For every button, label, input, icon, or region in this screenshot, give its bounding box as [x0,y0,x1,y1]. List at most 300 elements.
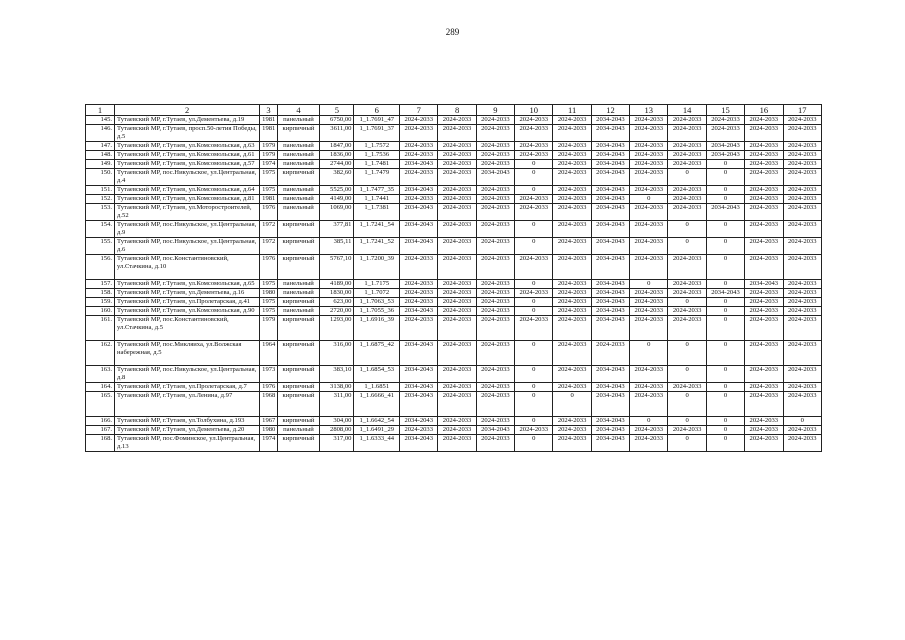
table-cell: 2024-2033 [783,435,822,452]
table-cell: 1967 [260,417,278,426]
table-cell: 2024-2033 [476,298,514,307]
table-cell: 2024-2033 [745,417,783,426]
table-cell: Тутаевский МР, пос.Никульское, ул.Центральная, д.8 [115,366,260,383]
table-cell: 1968 [260,392,278,417]
table-cell: 2024-2033 [400,280,438,289]
table-cell: 1981 [260,195,278,204]
table-cell: 0 [515,341,553,366]
table-cell: 2024-2033 [783,238,822,255]
table-cell: 0 [706,238,744,255]
table-cell: 2034-2043 [400,435,438,452]
table-cell: 2024-2033 [400,195,438,204]
table-cell: 2024-2033 [438,316,476,341]
table-row [86,125,822,142]
table-cell: 2024-2033 [630,435,668,452]
table-cell: 0 [706,298,744,307]
table-cell: 2024-2033 [668,160,706,169]
column-header: 4 [277,105,320,116]
table-cell: 1975 [260,298,278,307]
table-cell: 0 [630,417,668,426]
table-cell: панельный [277,289,320,298]
table-cell: 0 [515,366,553,383]
table-cell: 2024-2033 [476,238,514,255]
table-cell: 154. [86,221,115,238]
table-cell: 2024-2033 [438,426,476,435]
table-cell: панельный [277,426,320,435]
table-cell: 304,00 [320,417,354,426]
table-cell: кирпичный [277,341,320,366]
table-cell: 2034-2043 [591,204,629,221]
table-cell: 385,11 [320,238,354,255]
table-cell: Тутаевский МР, г.Тутаев, ул.Ленина, д.97 [115,392,260,417]
table-cell: 2024-2033 [553,186,591,195]
column-header: 10 [515,105,553,116]
table-row [86,195,822,204]
table-cell: 2024-2033 [783,116,822,125]
table-cell: 2024-2033 [630,307,668,316]
table-cell: 2024-2033 [476,383,514,392]
table-cell: 2024-2033 [745,195,783,204]
table-cell: 2024-2033 [438,255,476,280]
table-cell: 2024-2033 [745,186,783,195]
table-cell: кирпичный [277,392,320,417]
table-cell: 2024-2033 [630,160,668,169]
table-cell: Тутаевский МР, г.Тутаев, ул.Дементьева, д.16 [115,289,260,298]
table-cell: 2034-2043 [591,417,629,426]
table-cell: Тутаевский МР, пос.Никульское, ул.Центральная, д.9 [115,221,260,238]
table-cell: 0 [515,221,553,238]
table-cell: 2024-2033 [553,160,591,169]
table-cell: 2034-2043 [706,142,744,151]
table-row [86,116,822,125]
table-cell: 2024-2033 [745,169,783,186]
table-cell: 0 [706,417,744,426]
column-header: 3 [260,105,278,116]
table-cell: 2024-2033 [783,392,822,417]
table-cell: 147. [86,142,115,151]
table-cell: 2034-2043 [400,204,438,221]
table-cell: панельный [277,160,320,169]
table-cell: 1972 [260,221,278,238]
table-cell: 146. [86,125,115,142]
table-cell: 2024-2033 [630,383,668,392]
table-cell: 2024-2033 [783,186,822,195]
table-cell: 2024-2033 [400,169,438,186]
page-number: 289 [445,27,460,37]
table-cell: 166. [86,417,115,426]
table-cell: 2024-2033 [668,125,706,142]
table-cell: 2024-2033 [668,142,706,151]
table-cell: 0 [515,298,553,307]
table-cell: 163. [86,366,115,383]
table-cell: 2024-2033 [476,417,514,426]
table-cell: 1975 [260,280,278,289]
table-cell: 2024-2033 [400,142,438,151]
table-cell: 2024-2033 [745,204,783,221]
table-cell: 148. [86,151,115,160]
table-cell: 1_1.6491_29 [354,426,400,435]
table-cell: 2034-2043 [400,366,438,383]
table-cell: 2720,00 [320,307,354,316]
table-cell: 2034-2043 [591,186,629,195]
table-cell: 2024-2033 [438,221,476,238]
table-cell: 311,00 [320,392,354,417]
table-cell: 2024-2033 [438,366,476,383]
table-cell: 168. [86,435,115,452]
table-cell: 1_1.7241_54 [354,221,400,238]
table-cell: Тутаевский МР, пос.Константиновский, ул.Стачкина, д.5 [115,316,260,341]
table-cell: 153. [86,204,115,221]
table-cell: 2034-2043 [591,435,629,452]
table-cell: 0 [706,366,744,383]
column-header: 2 [115,105,260,116]
table-cell: 1974 [260,435,278,452]
table-cell: 1979 [260,151,278,160]
table-cell: 0 [706,316,744,341]
table-cell: 3611,00 [320,125,354,142]
table-cell: 0 [706,435,744,452]
table-row [86,307,822,316]
column-header: 7 [400,105,438,116]
table-row [86,316,822,341]
table-cell: 0 [553,392,591,417]
table-cell: 2024-2033 [783,316,822,341]
table-cell: 4189,00 [320,280,354,289]
table-cell: 2024-2033 [630,204,668,221]
table-cell: 1_1.7055_36 [354,307,400,316]
table-cell: 2024-2033 [783,195,822,204]
table-cell: 2024-2033 [438,238,476,255]
table-row [86,169,822,186]
table-cell: панельный [277,204,320,221]
table-cell: 2024-2033 [476,289,514,298]
table-cell: 2024-2033 [476,255,514,280]
table-cell: 1_1.7691_37 [354,125,400,142]
table-cell: 2034-2043 [706,289,744,298]
table-cell: 2024-2033 [783,255,822,280]
table-cell: 1_1.7063_53 [354,298,400,307]
table-cell: 2024-2033 [400,289,438,298]
table-cell: 2034-2043 [591,316,629,341]
table-cell: 0 [668,238,706,255]
table-cell: 0 [706,160,744,169]
table-cell: 2024-2033 [553,289,591,298]
table-cell: 2024-2033 [438,383,476,392]
table-cell: 2034-2043 [591,383,629,392]
table-cell: панельный [277,307,320,316]
table-cell: 164. [86,383,115,392]
table-cell: 2024-2033 [668,195,706,204]
table-cell: 2024-2033 [706,116,744,125]
table-cell: 2024-2033 [476,221,514,238]
table-cell: 2024-2033 [553,204,591,221]
table-cell: 2024-2033 [630,151,668,160]
table-cell: 2024-2033 [438,204,476,221]
table-cell: 2024-2033 [476,280,514,289]
table-cell: 0 [706,392,744,417]
table-cell: 2024-2033 [745,255,783,280]
table-cell: 2024-2033 [553,280,591,289]
table-cell: 1_1.7241_52 [354,238,400,255]
table-cell: 2024-2033 [553,151,591,160]
column-header: 5 [320,105,354,116]
table-cell: 2024-2033 [476,316,514,341]
table-row [86,221,822,238]
table-cell: 2024-2033 [783,426,822,435]
table-cell: 2024-2033 [515,125,553,142]
table-cell: 0 [706,426,744,435]
table-cell: 2024-2033 [783,204,822,221]
table-cell: 156. [86,255,115,280]
table-cell: 1964 [260,341,278,366]
table-cell: 317,00 [320,435,354,452]
table-cell: 2024-2033 [783,307,822,316]
table-cell: 0 [668,221,706,238]
table-row [86,341,822,366]
table-row [86,435,822,452]
table-cell: Тутаевский МР, г.Тутаев, ул.Комсомольская, д.81 [115,195,260,204]
table-cell: 1847,00 [320,142,354,151]
table-cell: 2024-2033 [515,142,553,151]
table-cell: 1976 [260,383,278,392]
table-cell: 2024-2033 [553,238,591,255]
table-cell: 2034-2043 [400,392,438,417]
table-cell: 2024-2033 [553,125,591,142]
table-cell: 1_1.6642_54 [354,417,400,426]
table-row [86,383,822,392]
table-cell: 2024-2033 [745,116,783,125]
table-cell: 0 [630,341,668,366]
table-row [86,255,822,280]
table-cell: 1979 [260,142,278,151]
table-cell: 2034-2043 [591,298,629,307]
table-cell: 2024-2033 [783,366,822,383]
table-cell: 0 [515,392,553,417]
table-cell: 2024-2033 [668,426,706,435]
table-cell: Тутаевский МР, пос.Никульское, ул.Центральная, д.4 [115,169,260,186]
column-header: 12 [591,105,629,116]
table-cell: 2024-2033 [668,307,706,316]
table-cell: 2024-2033 [476,186,514,195]
table-cell: 2024-2033 [438,116,476,125]
table-cell: 2024-2033 [553,195,591,204]
table-cell: 0 [668,341,706,366]
table-cell: 2024-2033 [515,116,553,125]
table-cell: 2024-2033 [476,116,514,125]
table-cell: 1_1.6333_44 [354,435,400,452]
table-cell: 2024-2033 [591,341,629,366]
table-body [86,116,822,452]
column-header: 17 [783,105,822,116]
table-cell: 1_1.7381 [354,204,400,221]
table-cell: 152. [86,195,115,204]
table-cell: 2024-2033 [438,392,476,417]
table-cell: 2034-2043 [400,383,438,392]
table-cell: 0 [706,186,744,195]
table-cell: 2024-2033 [668,383,706,392]
table-cell: 2024-2033 [553,383,591,392]
table-cell: Тутаевский МР, пос.Никульское, ул.Центральная, д.6 [115,238,260,255]
table-cell: 2024-2033 [400,298,438,307]
table-cell: 0 [706,255,744,280]
table-cell: 0 [668,417,706,426]
table-cell: 2024-2033 [745,151,783,160]
table-cell: 2024-2033 [783,383,822,392]
table-cell: панельный [277,142,320,151]
table-cell: Тутаевский МР, г.Тутаев, ул.Комсомольская, д.63 [115,142,260,151]
table-cell: 2024-2033 [476,392,514,417]
table-cell: 1_1.6666_41 [354,392,400,417]
table-cell: 2024-2033 [745,392,783,417]
table-cell: Тутаевский МР, г.Тутаев, ул.Комсомольская, д.57 [115,160,260,169]
table-cell: 2024-2033 [476,435,514,452]
table-cell: 2024-2033 [630,255,668,280]
table-cell: 2024-2033 [783,341,822,366]
housing-program-table [85,104,822,452]
table-cell: 1979 [260,316,278,341]
table-cell: 1973 [260,366,278,383]
table-cell: 2024-2033 [438,160,476,169]
table-cell: 2024-2033 [400,426,438,435]
table-cell: 150. [86,169,115,186]
table-cell: 0 [515,417,553,426]
table-cell: 2024-2033 [553,341,591,366]
table-cell: 2024-2033 [668,186,706,195]
table-cell: 1975 [260,307,278,316]
table-cell: 0 [783,417,822,426]
table-cell: 2034-2043 [591,125,629,142]
table-cell: 1975 [260,186,278,195]
table-cell: 2024-2033 [476,151,514,160]
table-cell: 2024-2033 [630,366,668,383]
table-cell: панельный [277,186,320,195]
table-cell: 165. [86,392,115,417]
table-cell: 2024-2033 [515,204,553,221]
table-cell: кирпичный [277,435,320,452]
table-cell: 0 [630,280,668,289]
table-row [86,298,822,307]
table-cell: Тутаевский МР, г.Тутаев, ул.Комсомольская, д.61 [115,151,260,160]
table-cell: Тутаевский МР, г.Тутаев, ул.Дементьева, д.19 [115,116,260,125]
table-cell: кирпичный [277,383,320,392]
table-cell: 1_1.6916_39 [354,316,400,341]
table-cell: 0 [668,298,706,307]
column-header: 15 [706,105,744,116]
table-cell: кирпичный [277,221,320,238]
table-cell: кирпичный [277,366,320,383]
table-cell: 2034-2043 [706,151,744,160]
table-cell: 2024-2033 [438,289,476,298]
table-cell: 2024-2033 [745,316,783,341]
table-cell: кирпичный [277,417,320,426]
table-cell: Тутаевский МР, г.Тутаев, ул.Пролетарская, д.7 [115,383,260,392]
table-cell: 1_1.7536 [354,151,400,160]
table-cell: 2024-2033 [745,307,783,316]
table-row [86,186,822,195]
table-cell: 0 [515,160,553,169]
table-cell: 2024-2033 [783,221,822,238]
column-header: 16 [745,105,783,116]
column-header: 9 [476,105,514,116]
table-cell: 2024-2033 [783,160,822,169]
table-cell: 1980 [260,426,278,435]
table-cell: 2024-2033 [668,280,706,289]
column-header: 8 [438,105,476,116]
table-cell: 0 [706,341,744,366]
table-cell: 1981 [260,125,278,142]
table-cell: 2024-2033 [515,316,553,341]
table-cell: 2024-2033 [668,151,706,160]
table-cell: 2024-2033 [630,169,668,186]
table-cell: 2024-2033 [668,255,706,280]
table-cell: 2024-2033 [745,221,783,238]
table-cell: панельный [277,195,320,204]
table-cell: 2024-2033 [706,125,744,142]
table-cell: 2024-2033 [476,307,514,316]
column-header: 13 [630,105,668,116]
table-cell: 2034-2043 [591,366,629,383]
table-cell: 2808,00 [320,426,354,435]
table-cell: 151. [86,186,115,195]
table-cell: 2024-2033 [400,255,438,280]
table-row [86,238,822,255]
table-cell: 2024-2033 [438,307,476,316]
table-cell: 2024-2033 [783,151,822,160]
table-cell: панельный [277,280,320,289]
table-cell: 2024-2033 [783,298,822,307]
table-cell: 0 [706,307,744,316]
table-cell: 0 [515,169,553,186]
table-cell: 3138,00 [320,383,354,392]
table-cell: 2024-2033 [515,151,553,160]
table-cell: 0 [515,280,553,289]
table-row [86,289,822,298]
table-cell: 2024-2033 [438,151,476,160]
table-cell: 2024-2033 [553,316,591,341]
table-cell: 2024-2033 [668,289,706,298]
table-cell: Тутаевский МР, г.Тутаев, ул.Толбухина, д.193 [115,417,260,426]
table-cell: 1_1.7441 [354,195,400,204]
table-cell: 149. [86,160,115,169]
table-cell: 2034-2043 [400,186,438,195]
table-cell: 2024-2033 [476,142,514,151]
table-cell: 2034-2043 [476,169,514,186]
table-row [86,392,822,417]
table-cell: 2024-2033 [438,341,476,366]
table-cell: 0 [630,195,668,204]
table-cell: 2024-2033 [783,125,822,142]
table-cell: 2024-2033 [438,435,476,452]
table-cell: 2024-2033 [553,142,591,151]
table-cell: 2024-2033 [630,221,668,238]
table-cell: кирпичный [277,255,320,280]
table-cell: 2024-2033 [745,142,783,151]
table-cell: 2034-2043 [591,169,629,186]
table-cell: 2024-2033 [553,221,591,238]
table-cell: 2024-2033 [476,125,514,142]
table-cell: 2024-2033 [630,426,668,435]
table-cell: 316,00 [320,341,354,366]
table-cell: 1972 [260,238,278,255]
table-cell: 2024-2033 [745,383,783,392]
table-cell: 2034-2043 [400,417,438,426]
table-cell: 2024-2033 [630,125,668,142]
table-cell: 2024-2033 [553,169,591,186]
table-cell: 157. [86,280,115,289]
table-cell: 2024-2033 [438,195,476,204]
table-cell: 2024-2033 [553,417,591,426]
table-cell: 2024-2033 [553,426,591,435]
